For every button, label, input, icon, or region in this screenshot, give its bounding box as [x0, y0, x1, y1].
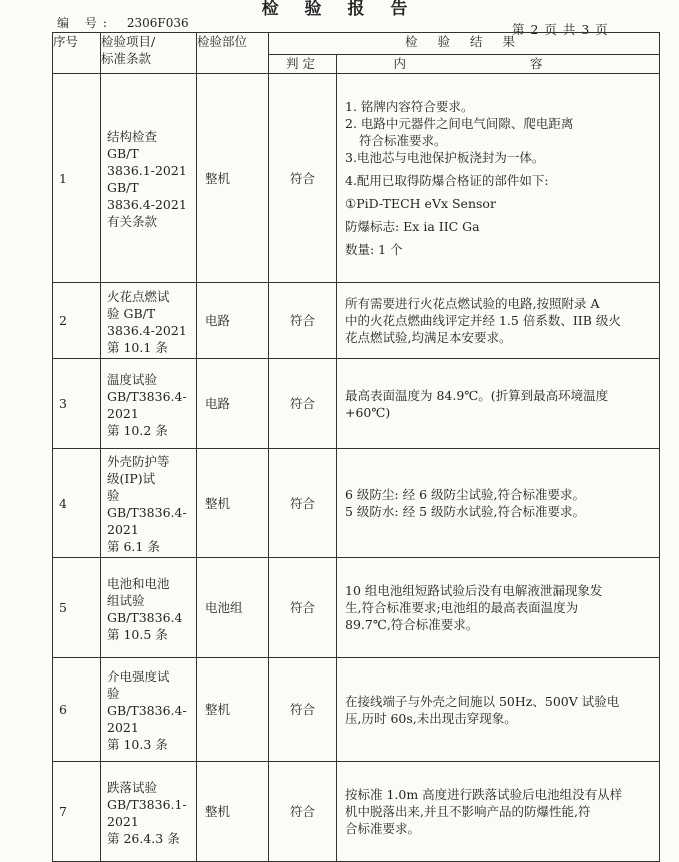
test-item-line: 有关条款 — [107, 214, 158, 229]
result-content-line: 按标准 1.0m 高度进行跌落试验后电池组没有从样 — [345, 787, 623, 802]
result-content-line: 在接线端子与外壳之间施以 50Hz、500V 试验电 — [345, 693, 620, 709]
result-content-line: 生,符合标准要求;电池组的最高表面温度为 — [345, 600, 579, 615]
test-item-line: 验 — [107, 686, 120, 701]
table-row — [53, 283, 660, 359]
row-number: 4 — [53, 449, 101, 558]
test-item-line: 2021 — [107, 720, 139, 735]
result-content-line: 符合标准要求。 — [359, 133, 447, 148]
test-item-line: 温度试验 — [107, 371, 158, 387]
test-part: 整机 — [197, 762, 269, 862]
table-row — [53, 359, 660, 449]
col-header-part: 检验部位 — [197, 33, 269, 74]
test-item — [101, 74, 197, 283]
test-item-line: 第 10.1 条 — [107, 339, 168, 355]
test-item-line: 3836.4-2021 — [107, 197, 187, 212]
judgement: 符合 — [269, 558, 337, 658]
result-content-line: 89.7℃,符合标准要求。 — [345, 617, 479, 632]
test-item-line: GB/T3836.4- — [107, 388, 187, 404]
table-row — [53, 762, 660, 862]
row-number: 3 — [53, 359, 101, 449]
row-number: 1 — [53, 74, 101, 283]
test-item-line: GB/T — [107, 146, 139, 161]
table-body — [53, 74, 660, 862]
result-content-line: 数量: 1 个 — [345, 242, 403, 257]
test-item-line: 第 26.4.3 条 — [107, 830, 180, 846]
result-content-line: 合标准要求。 — [345, 821, 421, 836]
test-item-line: 第 10.5 条 — [107, 626, 168, 642]
test-part: 整机 — [197, 658, 269, 762]
col-header-judge: 判定 — [269, 55, 337, 74]
report-number-label: 编 号: — [57, 16, 113, 30]
result-content-line: 2. 电路中元器件之间电气间隙、爬电距离 — [345, 116, 574, 131]
test-item-line: 跌落试验 — [107, 779, 158, 795]
test-item-line: 2021 — [107, 813, 139, 829]
result-content-line: 中的火花点燃曲线评定并经 1.5 倍系数、IIB 级火 — [345, 313, 621, 328]
test-item-line: 3836.1-2021 — [107, 163, 187, 178]
test-part: 整机 — [197, 74, 269, 283]
result-content-line: 10 组电池组短路试验后没有电解液泄漏现象发 — [345, 583, 603, 598]
result-content — [337, 359, 660, 449]
test-item-line: 外壳防护等 — [107, 454, 170, 469]
col-header-item-line2: 标准条款 — [101, 51, 152, 66]
test-item-line: 电池和电池 — [107, 575, 170, 591]
result-content — [337, 558, 660, 658]
col-header-item — [101, 33, 197, 74]
col-header-content: 内 容 — [337, 55, 660, 74]
report-title: 检 验 报 告 — [261, 0, 418, 19]
test-item-line: 2021 — [107, 522, 139, 537]
test-item-line: 火花点燃试 — [107, 288, 170, 304]
result-content — [337, 449, 660, 558]
test-item-line: GB/T — [107, 180, 139, 195]
table-row — [53, 658, 660, 762]
result-content — [337, 658, 660, 762]
test-item — [101, 449, 197, 558]
test-item-line: 验 — [107, 488, 120, 503]
test-item-line: 3836.4-2021 — [107, 322, 187, 338]
test-item-line: 第 10.2 条 — [107, 422, 168, 438]
table-row — [53, 74, 660, 283]
test-item-line: 验 GB/T — [107, 305, 156, 321]
test-part: 整机 — [197, 449, 269, 558]
test-item — [101, 283, 197, 359]
test-part: 电路 — [197, 283, 269, 359]
report-number-value: 2306F036 — [126, 16, 189, 30]
result-content-line: 3.电池芯与电池保护板浇封为一体。 — [345, 150, 545, 165]
inspection-table — [52, 32, 660, 862]
result-content-line: 1. 铭牌内容符合要求。 — [345, 99, 474, 114]
col-header-item-line1: 检验项目/ — [101, 34, 156, 49]
judgement: 符合 — [269, 283, 337, 359]
result-content-line: 5 级防水: 经 5 级防水试验,符合标准要求。 — [345, 504, 585, 519]
test-part: 电路 — [197, 359, 269, 449]
test-item-line: 第 10.3 条 — [107, 737, 168, 752]
report-number — [57, 14, 189, 31]
result-content-line: 机中脱落出来,并且不影响产品的防爆性能,符 — [345, 804, 591, 819]
test-item — [101, 762, 197, 862]
test-item-line: GB/T3836.1- — [107, 796, 187, 812]
page-indicator: 第 2 页 共 3 页 — [512, 22, 609, 37]
result-content-line: 防爆标志: Ex ia IIC Ga — [345, 219, 480, 234]
col-header-no: 序号 — [53, 33, 101, 74]
result-content-line: 压,历时 60s,未出现击穿现象。 — [345, 710, 517, 726]
test-item-line: GB/T3836.4 — [107, 609, 183, 625]
result-content — [337, 283, 660, 359]
test-item-line: GB/T3836.4- — [107, 703, 187, 718]
test-item-line: 组试验 — [107, 592, 145, 608]
result-content — [337, 762, 660, 862]
judgement: 符合 — [269, 359, 337, 449]
test-item — [101, 658, 197, 762]
judgement: 符合 — [269, 74, 337, 283]
judgement: 符合 — [269, 449, 337, 558]
test-item-line: 2021 — [107, 405, 139, 421]
table-row — [53, 558, 660, 658]
table-row — [53, 449, 660, 558]
test-item — [101, 359, 197, 449]
test-item-line: 结构检查 — [107, 129, 158, 144]
result-content-line: 4.配用已取得防爆合格证的部件如下: — [345, 173, 549, 188]
result-content — [337, 74, 660, 283]
col-header-result: 检 验 结 果 — [269, 33, 660, 55]
judgement: 符合 — [269, 658, 337, 762]
row-number: 2 — [53, 283, 101, 359]
test-item-line: 介电强度试 — [107, 669, 170, 684]
test-part: 电池组 — [197, 558, 269, 658]
result-content-line: 所有需要进行火花点燃试验的电路,按照附录 A — [345, 296, 600, 311]
judgement: 符合 — [269, 762, 337, 862]
result-content-line: ①PiD-TECH eVx Sensor — [345, 196, 496, 211]
test-item-line: GB/T3836.4- — [107, 505, 187, 520]
test-item-line: 级(IP)试 — [107, 471, 156, 486]
table-header-row — [53, 33, 660, 55]
row-number: 7 — [53, 762, 101, 862]
result-content-line: 最高表面温度为 84.9℃。(折算到最高环境温度 — [345, 387, 609, 403]
result-content-line: 6 级防尘: 经 6 级防尘试验,符合标准要求。 — [345, 487, 585, 502]
test-item — [101, 558, 197, 658]
result-content-line: +60℃) — [345, 404, 391, 420]
row-number: 6 — [53, 658, 101, 762]
test-item-line: 第 6.1 条 — [107, 539, 160, 554]
row-number: 5 — [53, 558, 101, 658]
result-content-line: 花点燃试验,均满足本安要求。 — [345, 330, 512, 345]
